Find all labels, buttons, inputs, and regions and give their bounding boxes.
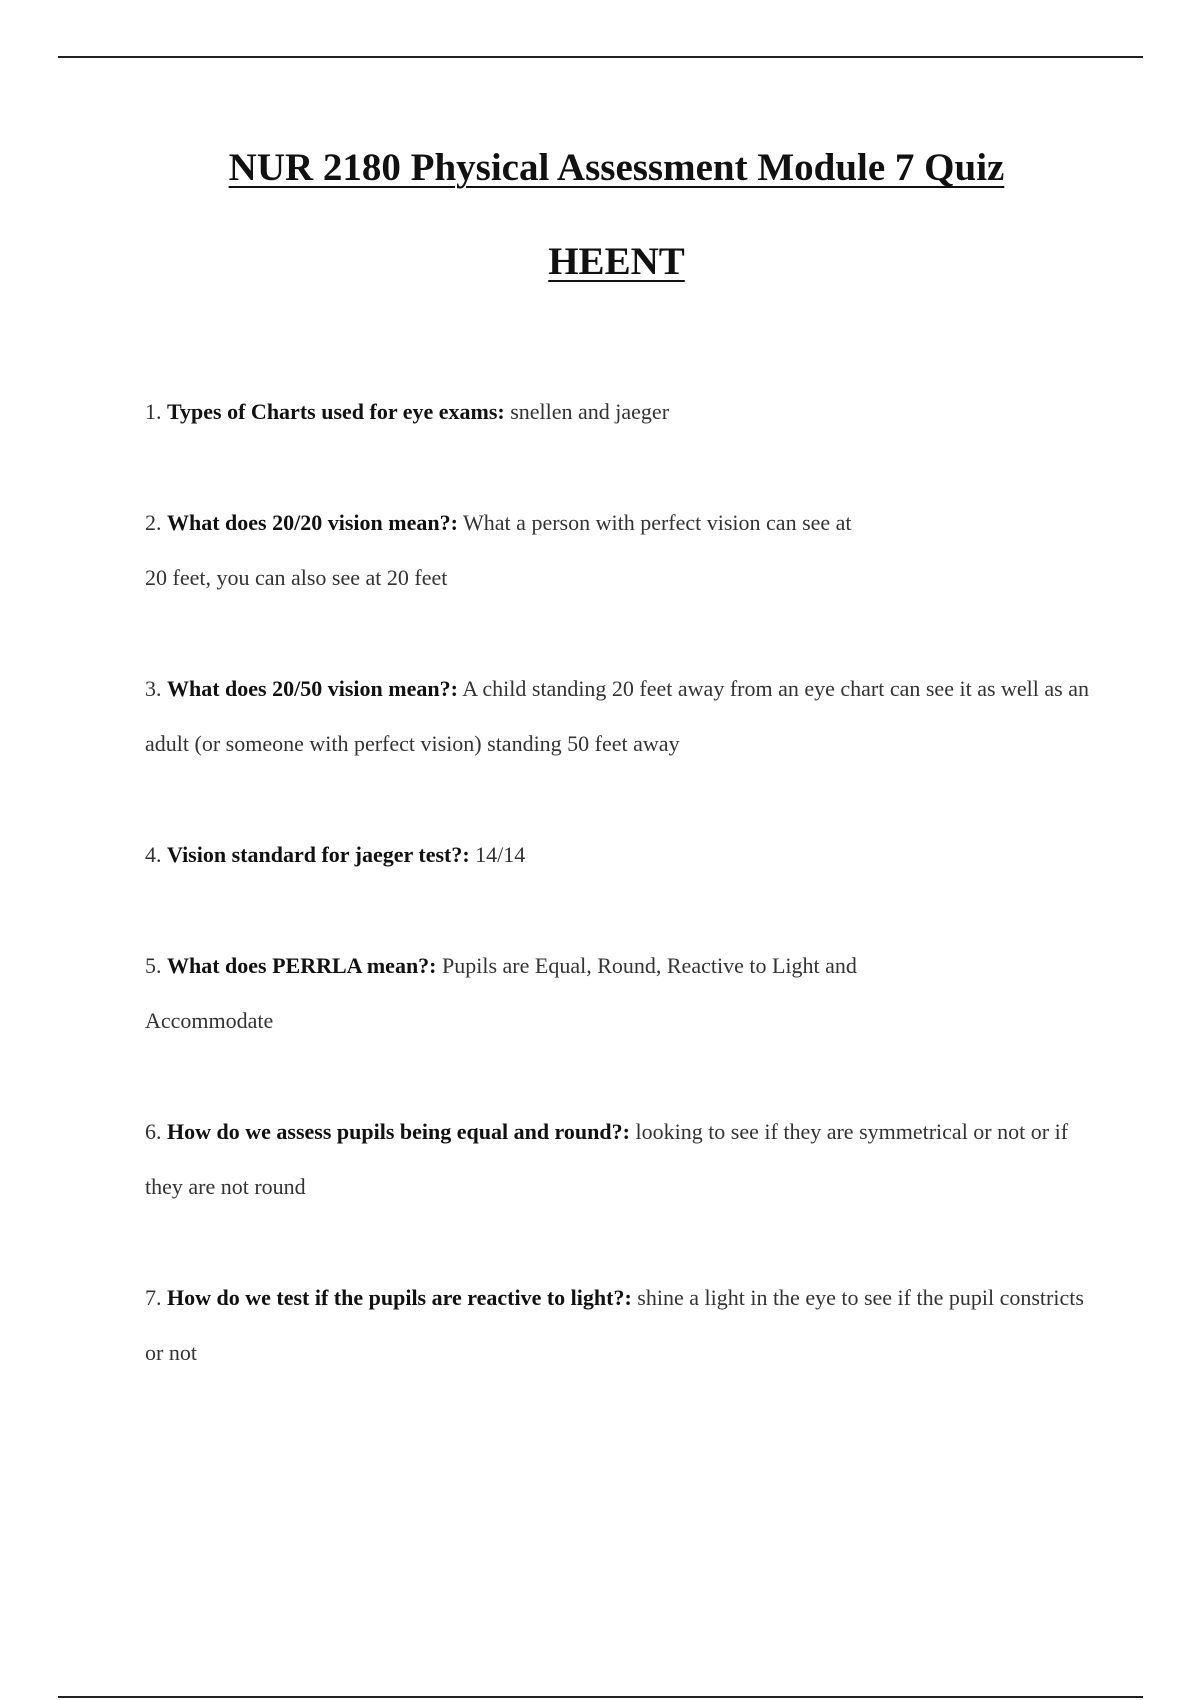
answer-text: Pupils are Equal, Round, Reactive to Light and [442, 953, 857, 978]
answer-text: looking to see if they are symmetrical or not or if they are not round [145, 1119, 1069, 1199]
question-text: How do we assess pupils being equal and round?: [167, 1119, 630, 1144]
answer-text: snellen and jaeger [510, 399, 670, 424]
question-item-7 [145, 1270, 1105, 1380]
question-item-2 [145, 495, 1105, 605]
question-number: 1. [145, 399, 162, 424]
question-text: What does PERRLA mean?: [167, 953, 437, 978]
question-item-4 [145, 827, 1105, 882]
answer-text-continued: Accommodate [145, 1008, 274, 1033]
answer-text: A child standing 20 feet away from an eye chart can see it as well as an adult (or someone with perfect vision) standing 50 feet away [145, 676, 1089, 756]
question-number: 5. [145, 953, 162, 978]
question-item-1 [145, 384, 1105, 439]
question-item-5 [145, 938, 1105, 1048]
question-number: 6. [145, 1119, 162, 1144]
question-text: Types of Charts used for eye exams: [167, 399, 505, 424]
question-text: What does 20/20 vision mean?: [167, 510, 458, 535]
bottom-rule [58, 1696, 1143, 1698]
answer-text-continued: 20 feet, you can also see at 20 feet [145, 565, 448, 590]
question-item-6 [145, 1104, 1105, 1214]
question-number: 4. [145, 842, 162, 867]
page-subtitle: HEENT [548, 240, 685, 283]
answer-text: What a person with perfect vision can see at [463, 510, 852, 535]
question-number: 2. [145, 510, 162, 535]
question-item-3 [145, 661, 1105, 771]
question-text: What does 20/50 vision mean?: [167, 676, 458, 701]
page-title: NUR 2180 Physical Assessment Module 7 Quiz [228, 146, 1005, 189]
question-list [145, 384, 1105, 1436]
question-number: 3. [145, 676, 162, 701]
question-number: 7. [145, 1285, 162, 1310]
top-rule [58, 56, 1143, 58]
question-text: Vision standard for jaeger test?: [167, 842, 470, 867]
answer-text: shine a light in the eye to see if the pupil constricts or not [145, 1285, 1084, 1365]
answer-text: 14/14 [475, 842, 526, 867]
question-text: How do we test if the pupils are reactive to light?: [167, 1285, 632, 1310]
